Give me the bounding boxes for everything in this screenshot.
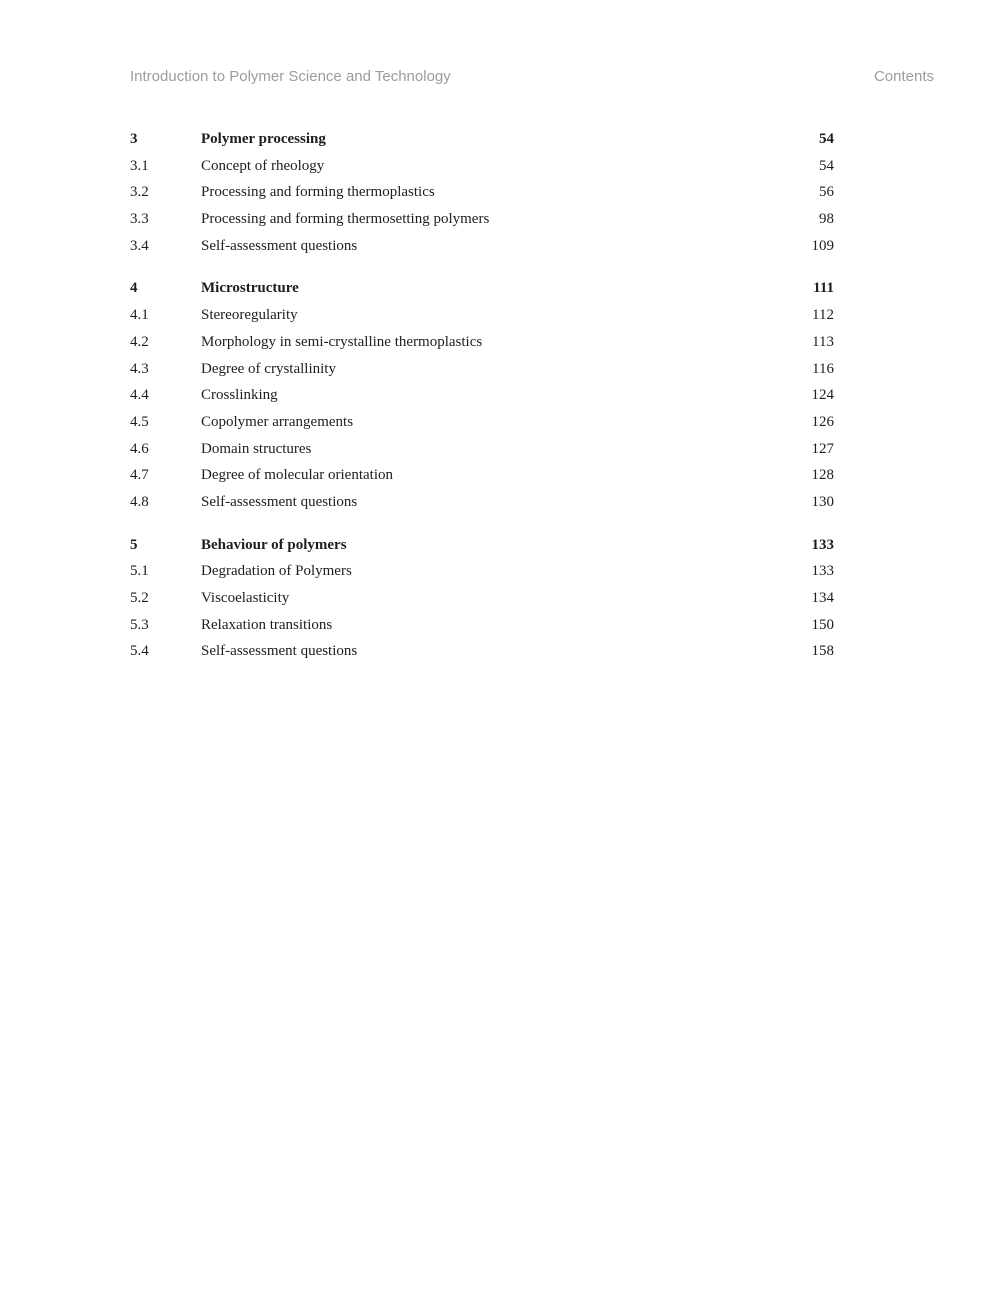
section-title: Copolymer arrangements: [201, 413, 354, 430]
page-number: 126: [811, 413, 834, 430]
book-title: Introduction to Polymer Science and Technology: [130, 68, 451, 85]
toc-section-row[interactable]: [130, 179, 834, 206]
toc-section-row[interactable]: [130, 233, 834, 260]
section-title: Degree of molecular orientation: [201, 467, 393, 484]
section-number: 3.4: [130, 237, 149, 254]
section-number: 3.1: [130, 157, 149, 174]
page-number: 112: [812, 307, 834, 324]
toc-section-row[interactable]: [130, 489, 834, 516]
toc-section-row[interactable]: [130, 206, 834, 233]
chapter-title: Polymer processing: [201, 131, 326, 147]
section-title: Self-assessment questions: [201, 493, 358, 510]
chapter-title: Behaviour of polymers: [201, 536, 347, 553]
toc-chapter-heading[interactable]: [130, 532, 834, 559]
toc-section-row[interactable]: [130, 436, 834, 463]
page-number: 127: [811, 440, 834, 457]
chapter-number: 4: [130, 280, 138, 297]
toc-section-row[interactable]: [130, 462, 834, 489]
section-number: 3.3: [130, 211, 149, 228]
section-number: 4.4: [130, 387, 149, 404]
toc-chapter-3: [130, 126, 834, 259]
section-title: Processing and forming thermosetting polymers: [201, 211, 490, 228]
page-number: 158: [811, 643, 834, 660]
section-number: 4.1: [130, 307, 149, 324]
toc-chapter-5: [130, 532, 834, 665]
toc-section-row[interactable]: [130, 558, 834, 585]
toc-chapter-heading[interactable]: [130, 275, 834, 302]
section-number: 4.6: [130, 440, 149, 457]
section-number: 5.2: [130, 590, 149, 606]
section-number: 5.4: [130, 643, 149, 660]
section-title: Processing and forming thermoplastics: [201, 184, 435, 201]
section-title: Degradation of Polymers: [201, 563, 352, 580]
section-title: Relaxation transitions: [201, 616, 333, 633]
section-title: Stereoregularity: [201, 307, 298, 324]
section-number: 4.7: [130, 467, 149, 484]
page-number: 54: [819, 131, 834, 147]
page-number: 124: [811, 387, 834, 404]
section-title: Concept of rheology: [201, 157, 325, 174]
toc-section-row[interactable]: [130, 356, 834, 383]
section-title: Crosslinking: [201, 387, 278, 404]
toc-section-row[interactable]: [130, 612, 834, 639]
page-number: 134: [811, 590, 834, 606]
toc-chapter-heading[interactable]: [130, 126, 834, 153]
page-number: 116: [812, 360, 834, 377]
page-number: 113: [812, 333, 834, 350]
section-number: 4.5: [130, 413, 149, 430]
toc-section-row[interactable]: [130, 329, 834, 356]
toc-section-row[interactable]: [130, 302, 834, 329]
toc-section-row[interactable]: [130, 409, 834, 436]
toc-section-row[interactable]: [130, 153, 834, 180]
table-of-contents: [130, 126, 834, 681]
chapter-number: 3: [130, 131, 138, 147]
section-number: 4.2: [130, 333, 149, 350]
section-title: Domain structures: [201, 440, 312, 457]
section-title: Contents: [873, 68, 934, 85]
page-number: 128: [811, 467, 834, 484]
section-number: 4.8: [130, 493, 149, 510]
toc-section-row[interactable]: [130, 382, 834, 409]
page-number: 54: [819, 157, 834, 174]
section-number: 4.3: [130, 360, 149, 377]
section-title: Self-assessment questions: [201, 643, 358, 660]
page-number: 111: [813, 280, 834, 297]
chapter-number: 5: [130, 536, 138, 553]
toc-section-row[interactable]: [130, 638, 834, 665]
running-header: [130, 68, 934, 90]
page-number: 109: [811, 237, 834, 254]
section-title: Degree of crystallinity: [201, 360, 336, 377]
section-number: 5.3: [130, 616, 149, 633]
page-number: 130: [811, 493, 834, 510]
chapter-title: Microstructure: [201, 280, 299, 297]
section-title: Viscoelasticity: [201, 590, 290, 606]
toc-chapter-4: [130, 275, 834, 515]
page-number: 150: [811, 616, 834, 633]
page-number: 98: [819, 211, 834, 228]
section-title: Self-assessment questions: [201, 237, 358, 254]
page-number: 133: [811, 536, 834, 553]
section-number: 5.1: [130, 563, 149, 580]
page-number: 133: [811, 563, 834, 580]
page-number: 56: [819, 184, 834, 201]
section-title: Morphology in semi-crystalline thermoplastics: [201, 333, 483, 350]
section-number: 3.2: [130, 184, 149, 201]
toc-section-row[interactable]: [130, 585, 834, 612]
